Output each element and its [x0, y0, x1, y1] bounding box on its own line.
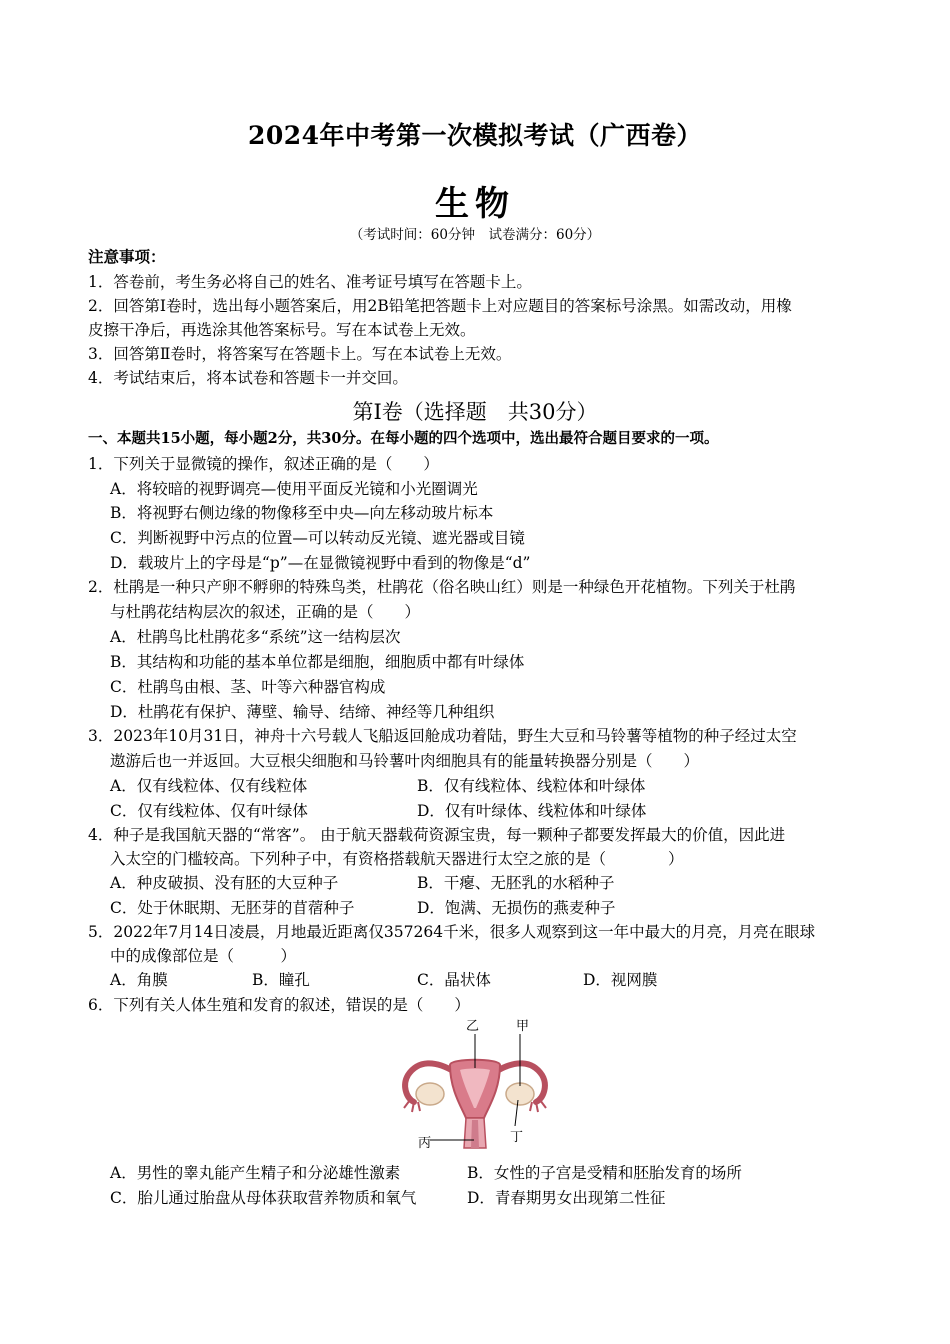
- question-1-stem: 1．下列关于显微镜的操作，叙述正确的是（ ）: [88, 455, 439, 473]
- question-5-option-b: B．瞳孔: [252, 971, 310, 989]
- subject-title: 生物: [435, 184, 515, 224]
- note-item: 1．答卷前，考生务必将自己的姓名、准考证号填写在答题卡上。: [88, 273, 532, 291]
- question-6-option-a: A．男性的睾丸能产生精子和分泌雄性激素: [110, 1164, 401, 1182]
- note-item: 皮擦干净后，再选涂其他答案标号。写在本试卷上无效。: [88, 321, 476, 339]
- note-item: 2．回答第Ⅰ卷时，选出每小题答案后，用2B铅笔把答题卡上对应题目的答案标号涂黑。如需改动，用橡: [88, 297, 792, 315]
- question-3-option-b: B．仅有线粒体、线粒体和叶绿体: [417, 777, 646, 795]
- question-4-option-c: C．处于休眠期、无胚芽的苜蓿种子: [110, 899, 355, 917]
- question-2-option-b: B．其结构和功能的基本单位都是细胞，细胞质中都有叶绿体: [110, 653, 525, 671]
- question-4-stem-cont: 入太空的门槛较高。下列种子中，有资格搭载航天器进行太空之旅的是（ ）: [110, 850, 684, 868]
- question-6-option-c: C．胎儿通过胎盘从母体获取营养物质和氧气: [110, 1189, 417, 1207]
- question-1-option-c: C．判断视野中污点的位置—可以转动反光镜、遮光器或目镜: [110, 529, 525, 547]
- question-5-stem: 5．2022年7月14日凌晨，月地最近距离仅357264千米，很多人观察到这一年中最大的月亮，月亮在眼球: [88, 923, 816, 941]
- question-3-option-a: A．仅有线粒体、仅有线粒体: [110, 777, 308, 795]
- question-1-option-a: A．将较暗的视野调亮—使用平面反光镜和小光圈调光: [110, 480, 478, 498]
- question-6-stem: 6．下列有关人体生殖和发育的叙述，错误的是（ ）: [88, 996, 470, 1014]
- question-3-stem-cont: 遨游后也一并返回。大豆根尖细胞和马铃薯叶肉细胞具有的能量转换器分别是（ ）: [110, 752, 700, 770]
- question-5-option-c: C．晶状体: [417, 971, 491, 989]
- question-4-option-a: A．种皮破损、没有胚的大豆种子: [110, 874, 339, 892]
- note-item: 4．考试结束后，将本试卷和答题卡一并交回。: [88, 369, 408, 387]
- question-5-option-d: D．视网膜: [583, 971, 658, 989]
- note-item: 3．回答第Ⅱ卷时，将答案写在答题卡上。写在本试卷上无效。: [88, 345, 512, 363]
- question-5-stem-cont: 中的成像部位是（ ）: [110, 947, 297, 965]
- question-3-option-d: D．仅有叶绿体、线粒体和叶绿体: [417, 802, 647, 820]
- uterus-illustration: [400, 1020, 550, 1150]
- diagram-label-bing: 丙: [418, 1136, 432, 1151]
- question-2-option-a: A．杜鹃鸟比杜鹃花多“系统”这一结构层次: [110, 628, 401, 646]
- question-2-stem-cont: 与杜鹃花结构层次的叙述，正确的是（ ）: [110, 603, 421, 621]
- question-2-option-d: D．杜鹃花有保护、薄壁、输导、结缔、神经等几种组织: [110, 703, 495, 721]
- notes-heading: 注意事项：: [88, 247, 166, 266]
- female-reproductive-diagram: [400, 1020, 550, 1150]
- diagram-label-yi: 乙: [466, 1019, 480, 1034]
- exam-title: 2024年中考第一次模拟考试（广西卷）: [247, 121, 703, 150]
- question-1-option-d: D．载玻片上的字母是“p”—在显微镜视野中看到的物像是“d”: [110, 554, 531, 572]
- diagram-label-ding: 丁: [510, 1130, 524, 1145]
- question-3-option-c: C．仅有线粒体、仅有叶绿体: [110, 802, 308, 820]
- exam-meta: （考试时间：60分钟 试卷满分：60分）: [349, 227, 601, 243]
- question-3-stem: 3．2023年10月31日，神舟十六号载人飞船返回舱成功着陆，野生大豆和马铃薯等植物的种子经过太空: [88, 727, 797, 745]
- section-title: 第Ⅰ卷（选择题 共30分）: [352, 400, 598, 424]
- question-4-option-b: B．干瘪、无胚乳的水稻种子: [417, 874, 615, 892]
- question-2-stem: 2．杜鹃是一种只产卵不孵卵的特殊鸟类，杜鹃花（俗名映山红）则是一种绿色开花植物。下列关于杜鹃: [88, 578, 796, 596]
- question-6-option-d: D．青春期男女出现第二性征: [467, 1189, 666, 1207]
- question-6-option-b: B．女性的子宫是受精和胚胎发育的场所: [467, 1164, 742, 1182]
- question-2-option-c: C．杜鹃鸟由根、茎、叶等六种器官构成: [110, 678, 386, 696]
- section-instruction: 一、本题共15小题，每小题2分，共30分。在每小题的四个选项中，选出最符合题目要求的一项。: [88, 430, 719, 447]
- question-1-option-b: B．将视野右侧边缘的物像移至中央—向左移动玻片标本: [110, 504, 494, 522]
- question-5-option-a: A．角膜: [110, 971, 168, 989]
- question-4-option-d: D．饱满、无损伤的燕麦种子: [417, 899, 616, 917]
- diagram-label-jia: 甲: [516, 1019, 530, 1034]
- question-4-stem: 4．种子是我国航天器的“常客”。 由于航天器载荷资源宝贵，每一颗种子都要发挥最大的价值，因此进: [88, 826, 786, 844]
